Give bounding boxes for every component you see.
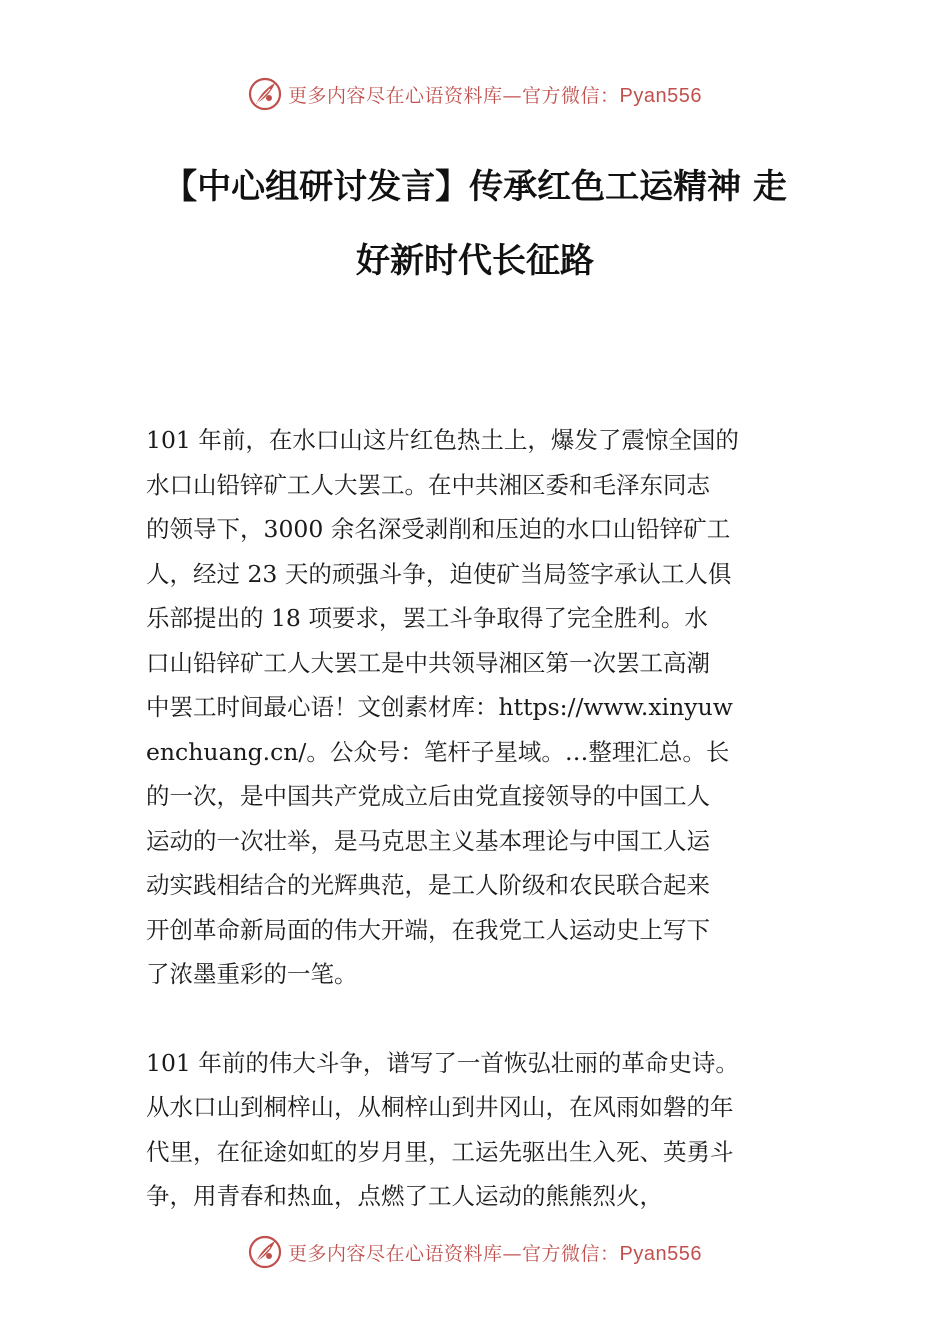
banner-separator: —: [502, 1242, 523, 1265]
paragraph-line: 了浓墨重彩的一笔。: [146, 960, 358, 988]
banner-main-text: 更多内容尽在心语资料库: [288, 84, 503, 107]
paragraph-line: 人，经过 23 天的顽强斗争，迫使矿当局签字承认工人俱: [146, 559, 732, 588]
paragraph-2: [146, 1041, 836, 1219]
banner-separator: —: [502, 84, 523, 107]
paragraph-line: 的一次，是中国共产党成立后由党直接领导的中国工人: [146, 782, 710, 810]
footer-banner: [0, 1230, 950, 1274]
feather-quill-logo-icon: [248, 1235, 282, 1269]
paragraph-line: 动实践相结合的光辉典范，是工人阶级和农民联合起来: [146, 871, 710, 899]
paragraph-line: 水口山铅锌矿工人大罢工。在中共湘区委和毛泽东同志: [146, 470, 710, 499]
paragraph-1: [146, 418, 836, 997]
paragraph-spacer: [146, 997, 836, 1041]
banner-main-text: 更多内容尽在心语资料库: [288, 1242, 503, 1265]
paragraph-line: 乐部提出的 18 项要求，罢工斗争取得了完全胜利。水: [146, 604, 708, 632]
paragraph-line: 开创革命新局面的伟大开端，在我党工人运动史上写下: [146, 915, 710, 944]
banner-wechat-id: Pyan556: [619, 1242, 702, 1265]
header-banner: [0, 72, 950, 116]
banner-text: [288, 1239, 702, 1266]
paragraph-line: 运动的一次壮举，是马克思主义基本理论与中国工人运: [146, 826, 710, 855]
document-title: [60, 150, 890, 298]
banner-text: [288, 81, 702, 108]
banner-wechat-label: 官方微信：: [522, 84, 620, 107]
banner-wechat-label: 官方微信：: [522, 1242, 620, 1265]
paragraph-line: 101 年前，在水口山这片红色热土上，爆发了震惊全国的: [146, 426, 739, 454]
title-line-1: 【中心组研讨发言】传承红色工运精神 走: [163, 167, 787, 207]
paragraph-line: 口山铅锌矿工人大罢工是中共领导湘区第一次罢工高潮: [146, 648, 710, 677]
feather-quill-logo-icon: [248, 77, 282, 111]
paragraph-line: enchuang.cn/。公众号：笔杆子星域。…整理汇总。长: [146, 737, 730, 766]
document-body: [146, 418, 836, 1219]
paragraph-line: 的领导下，3000 余名深受剥削和压迫的水口山铅锌矿工: [146, 515, 731, 543]
banner-wechat-id: Pyan556: [619, 84, 702, 107]
paragraph-line: 争，用青春和热血，点燃了工人运动的熊熊烈火，: [146, 1182, 663, 1210]
paragraph-line: 从水口山到桐梓山，从桐梓山到井冈山，在风雨如磐的年: [146, 1093, 734, 1121]
title-line-2: 好新时代长征路: [356, 241, 594, 281]
paragraph-line: 中罢工时间最心语！文创素材库：https://www.xinyuw: [146, 693, 733, 721]
paragraph-line: 101 年前的伟大斗争，谱写了一首恢弘壮丽的革命史诗。: [146, 1048, 739, 1077]
paragraph-line: 代里，在征途如虹的岁月里，工运先驱出生入死、英勇斗: [146, 1137, 734, 1166]
